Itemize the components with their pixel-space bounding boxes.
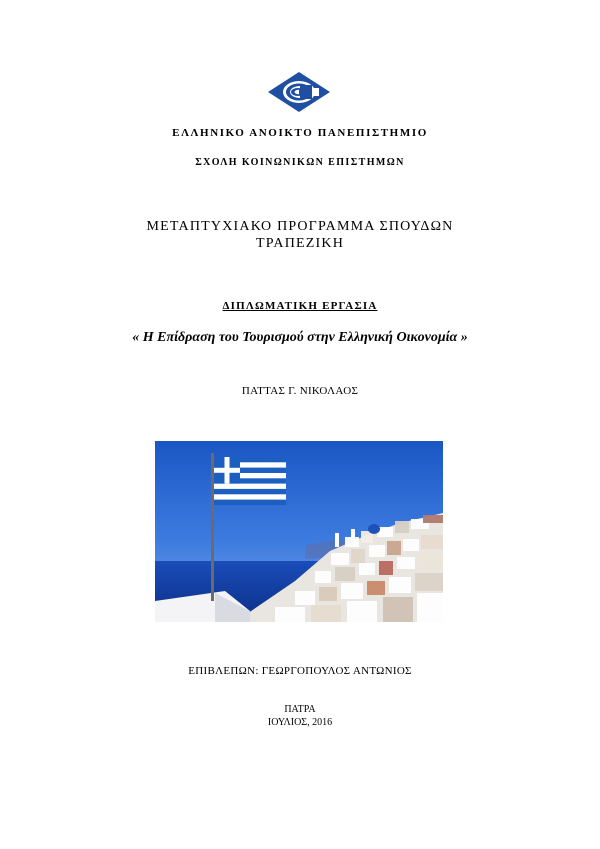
university-logo-icon: [267, 71, 331, 113]
thesis-title: « Η Επίδραση του Τουρισμού στην Ελληνική Οικονομία »: [132, 330, 468, 345]
greek-flag-santorini-photo: [155, 441, 443, 622]
university-name: ΕΛΛΗΝΙΚΟ ΑΝΟΙΚΤΟ ΠΑΝΕΠΙΣΤΗΜΙΟ: [172, 127, 428, 139]
city: ΠΑΤΡΑ: [284, 704, 316, 715]
school-name: ΣΧΟΛΗ ΚΟΙΝΩΝΙΚΩΝ ΕΠΙΣΤΗΜΩΝ: [195, 157, 405, 168]
thesis-type: ΔΙΠΛΩΜΑΤΙΚΗ ΕΡΓΑΣΙΑ: [222, 300, 378, 312]
program-line-1: ΜΕΤΑΠΤΥΧΙΑΚΟ ΠΡΟΓΡΑΜΜΑ ΣΠΟΥΔΩΝ: [146, 219, 454, 234]
program-line-2: ΤΡΑΠΕΖΙΚΗ: [255, 236, 345, 251]
program-title: [0, 218, 600, 252]
author-name: ΠΑΤΤΑΣ Γ. ΝΙΚΟΛΑΟΣ: [241, 385, 359, 397]
date: ΙΟΥΛΙΟΣ, 2016: [267, 717, 333, 728]
supervisor: ΕΠΙΒΛΕΠΩΝ: ΓΕΩΡΓΟΠΟΥΛΟΣ ΑΝΤΩΝΙΟΣ: [188, 665, 412, 677]
